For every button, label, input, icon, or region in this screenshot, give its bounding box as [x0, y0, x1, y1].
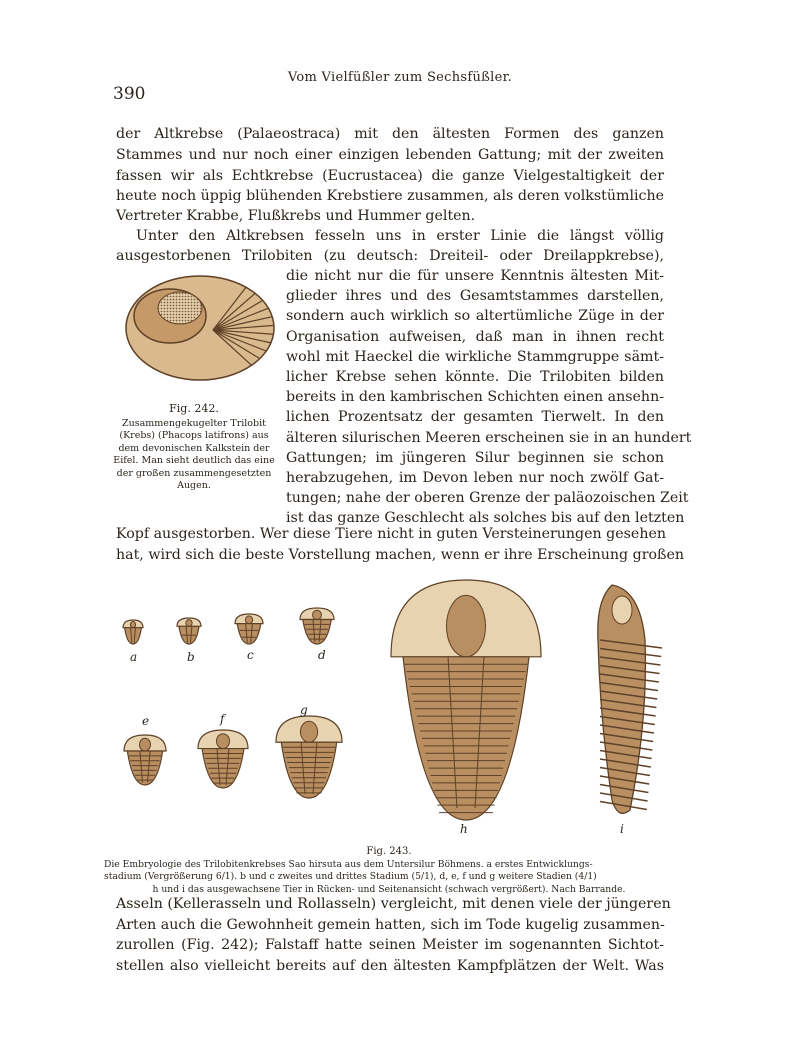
- fig243-label-c: c: [247, 648, 254, 662]
- text-line: zurollen (Fig. 242); Falstaff hatte seinen Meister im sogenannten Sichtot-: [116, 937, 664, 953]
- fig243-caption-line: h und i das ausgewachsene Tier in Rücken- und Seitenansicht (schwach vergrößert). Nach Barrande.: [152, 883, 626, 895]
- text-line: Asseln (Kellerasseln und Rollasseln) vergleicht, mit denen viele der jüngeren: [116, 896, 671, 912]
- text-line: Vertreter Krabbe, Flußkrebs und Hummer gelten.: [116, 208, 476, 224]
- text-line: licher Krebse sehen könnte. Die Trilobiten bilden: [286, 369, 664, 385]
- text-line: bereits in den kambrischen Schichten einen ansehn-: [286, 389, 664, 406]
- fig243-caption-line: stadium (Vergrößerung 6/1). b und c zweites und drittes Stadium (5/1), d, e, f und g weitere Stadien (4/1): [104, 871, 597, 882]
- page-number: 390: [113, 84, 146, 104]
- text-line: Organisation aufweisen, daß man in ihnen recht: [286, 328, 664, 345]
- trilobite-stage-d: [300, 608, 334, 644]
- text-line: stellen also vielleicht bereits auf den ältesten Kampfplätzen der Welt. Was: [116, 958, 664, 974]
- fig243-caption: [104, 846, 674, 896]
- fig243-label-b: b: [187, 650, 195, 664]
- fig243-label-f: f: [220, 712, 225, 726]
- text-line: glieder ihres und des Gesamtstammes darstellen,: [286, 288, 664, 305]
- text-line: fassen wir als Echtkrebse (Eucrustacea) die ganze Vielgestaltigkeit der: [116, 168, 664, 184]
- fig243-label-g: g: [300, 703, 308, 717]
- fig243-label-d: d: [318, 648, 326, 662]
- text-line: wohl mit Haeckel die wirkliche Stammgruppe sämt-: [286, 348, 664, 365]
- trilobite-stage-f: [198, 730, 248, 788]
- text-line: Gattungen; im jüngeren Silur beginnen sie schon: [286, 449, 664, 466]
- fig242-title: Fig. 242.: [169, 402, 219, 415]
- fig243-label-a: a: [130, 650, 138, 664]
- text-line: Stammes und nur noch einer einzigen lebenden Gattung; mit der zweiten: [116, 147, 664, 163]
- fig243-label-h: h: [460, 822, 468, 836]
- text-line: die nicht nur die für unsere Kenntnis ältesten Mit-: [286, 268, 664, 284]
- trilobite-adult-lateral: [598, 585, 662, 813]
- text-line: Unter den Altkrebsen fesseln uns in erster Linie die längst völlig: [136, 228, 664, 244]
- text-line: ist das ganze Geschlecht als solches bis auf den letzten: [286, 510, 685, 527]
- text-line: der Altkrebse (Palaeostraca) mit den ältesten Formen des ganzen: [116, 126, 664, 142]
- fig243-label-e: e: [142, 714, 150, 728]
- trilobite-stage-b: [177, 618, 201, 644]
- text-line: tungen; nahe der oberen Grenze der paläozoischen Zeit: [286, 490, 689, 507]
- running-header: Vom Vielfüßler zum Sechsfüßler.: [287, 70, 513, 85]
- text-line: ausgestorbenen Trilobiten (zu deutsch: Dreiteil- oder Dreilappkrebse),: [116, 248, 664, 264]
- text-line: sondern auch wirklich so altertümliche Züge in der: [286, 308, 664, 325]
- text-line: herabzugehen, im Devon leben nur noch zwölf Gat-: [286, 470, 664, 486]
- trilobite-stage-a: [123, 620, 143, 644]
- trilobite-stage-c: [235, 614, 263, 644]
- text-line: älteren silurischen Meeren erscheinen sie in an hundert: [286, 429, 692, 446]
- text-line: hat, wird sich die beste Vorstellung machen, wenn er ihre Erscheinung großen: [116, 547, 685, 563]
- text-line: lichen Prozentsatz der gesamten Tierwelt. In den: [286, 409, 664, 426]
- fig243-title: Fig. 243.: [366, 846, 412, 857]
- text-line: Kopf ausgestorben. Wer diese Tiere nicht in guten Versteinerungen gesehen: [116, 526, 666, 542]
- text-line: heute noch üppig blühenden Krebstiere zusammen, als deren volkstümliche: [116, 188, 664, 204]
- trilobite-stage-g: [276, 716, 342, 798]
- text-line: Arten auch die Gewohnheit gemein hatten, sich im Tode kugelig zusammen-: [116, 917, 665, 933]
- trilobite-stage-e: [124, 735, 166, 785]
- fig243-label-i: i: [620, 822, 624, 836]
- trilobite-adult-dorsal: [391, 580, 541, 820]
- fig242-caption-text: Zusammengekugelter Trilobit (Krebs) (Phacops latifrons) aus dem devonischen Kalkstein der Eifel. Man sieht deutlich das eine der großen zusammengesetzten Augen.: [113, 417, 275, 491]
- fig243-caption-line: Die Embryologie des Trilobitenkrebses Sao hirsuta aus dem Untersilur Böhmens. a erstes Entwicklungs-: [104, 858, 593, 870]
